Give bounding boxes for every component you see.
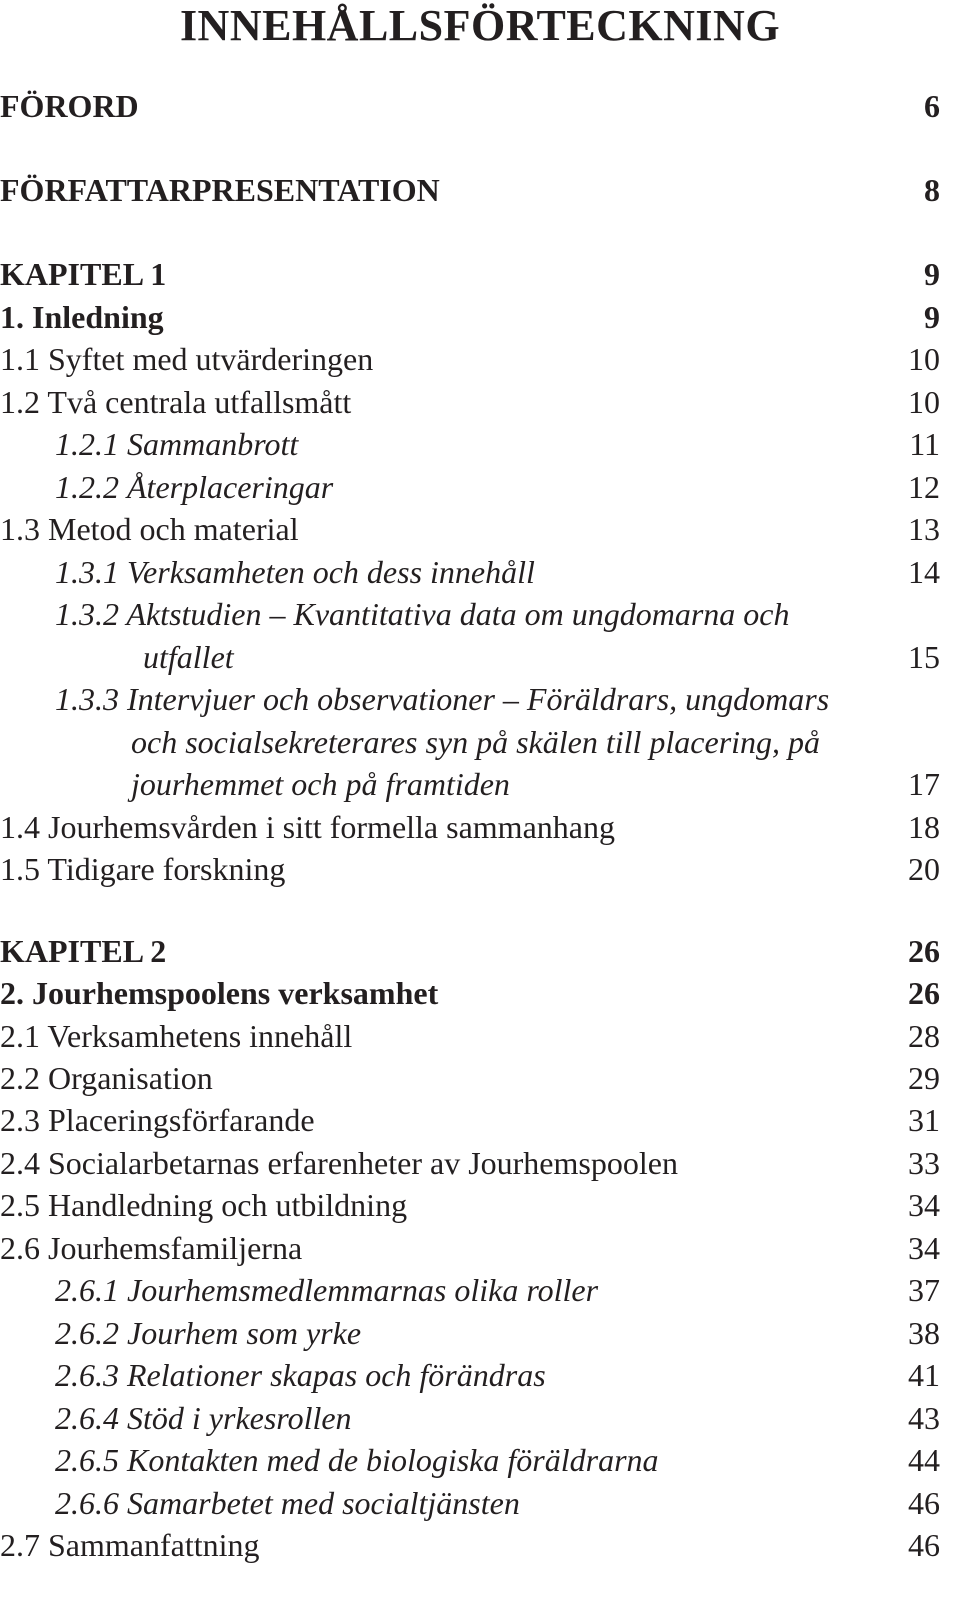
toc-entry-page: 37: [908, 1272, 940, 1308]
toc-entry-2-6-5[interactable]: [0, 1440, 940, 1480]
toc-entry-1-3-3-cont[interactable]: [0, 722, 940, 762]
toc-entry-text: 2.3 Placeringsförfarande: [0, 1102, 315, 1138]
toc-entry-text: KAPITEL 1: [0, 256, 167, 292]
toc-entry-page: 41: [908, 1357, 940, 1393]
toc-entry-page: 18: [908, 809, 940, 845]
toc-entry-text: 2.1 Verksamhetens innehåll: [0, 1018, 353, 1054]
page-title: INNEHÅLLSFÖRTECKNING: [179, 1, 781, 50]
toc-entry-text: och socialsekreterares syn på skälen till placering, på: [131, 724, 821, 760]
toc-entry-page: 10: [908, 384, 940, 420]
toc-entry-page: 8: [924, 172, 940, 208]
toc-entry-2-4[interactable]: [0, 1143, 940, 1183]
toc-entry-2-6-4[interactable]: [0, 1398, 940, 1438]
toc-entry-page: 6: [924, 88, 940, 124]
toc-entry-text: 1.5 Tidigare forskning: [0, 851, 286, 887]
toc-entry-text: 2.7 Sammanfattning: [0, 1527, 260, 1563]
toc-entry-2-7[interactable]: [0, 1525, 940, 1565]
toc-entry-2[interactable]: [0, 973, 940, 1013]
toc-entry-page: 9: [924, 299, 940, 335]
toc-entry-1-3[interactable]: [0, 509, 940, 549]
toc-entry-text: 1. Inledning: [0, 299, 164, 335]
toc-entry-text: 2.4 Socialarbetarnas erfarenheter av Jourhemspoolen: [0, 1145, 678, 1181]
toc-entry-kapitel-1[interactable]: [0, 254, 940, 294]
toc-entry-page: 26: [908, 975, 940, 1011]
toc-entry-page: 44: [908, 1442, 940, 1478]
toc-entry-page: 17: [908, 766, 940, 802]
toc-entry-text: 1.3.3 Intervjuer och observationer – Föräldrars, ungdomars: [55, 681, 830, 717]
toc-entry-text: FÖRFATTARPRESENTATION: [0, 172, 440, 208]
toc-entry-1-4[interactable]: [0, 807, 940, 847]
toc-entry-page: 31: [908, 1102, 940, 1138]
toc-entry-text: 2.6.2 Jourhem som yrke: [55, 1315, 362, 1351]
toc-entry-text: 2.6.6 Samarbetet med socialtjänsten: [55, 1485, 520, 1521]
toc-entry-text: 2. Jourhemspoolens verksamhet: [0, 975, 439, 1011]
toc-entry-kapitel-2[interactable]: [0, 931, 940, 971]
toc-entry-text: 2.2 Organisation: [0, 1060, 213, 1096]
toc-entry-page: 26: [908, 933, 940, 969]
toc-entry-text: 1.2.1 Sammanbrott: [55, 426, 299, 462]
toc-entry-page: 34: [908, 1187, 940, 1223]
toc-entry-text: 2.6 Jourhemsfamiljerna: [0, 1230, 303, 1266]
toc-entry-page: 46: [908, 1485, 940, 1521]
toc-entry-text: 1.1 Syftet med utvärderingen: [0, 341, 374, 377]
toc-entry-page: 15: [908, 639, 940, 675]
toc-entry-2-5[interactable]: [0, 1185, 940, 1225]
toc-entry-page: 33: [908, 1145, 940, 1181]
toc-entry-2-3[interactable]: [0, 1100, 940, 1140]
toc-entry-1-3-3[interactable]: [0, 679, 940, 719]
toc-entry-1-3-2[interactable]: [0, 594, 940, 634]
toc-entry-page: 14: [908, 554, 940, 590]
toc-entry-page: 28: [908, 1018, 940, 1054]
toc-entry-2-6[interactable]: [0, 1228, 940, 1268]
toc-entry-2-2[interactable]: [0, 1058, 940, 1098]
toc-entry-text: jourhemmet och på framtiden: [131, 766, 510, 802]
toc-entry-text: 1.3.1 Verksamheten och dess innehåll: [55, 554, 535, 590]
toc-entry-1[interactable]: [0, 297, 940, 337]
toc-entry-page: 46: [908, 1527, 940, 1563]
toc-entry-2-6-1[interactable]: [0, 1270, 940, 1310]
toc-entry-page: 29: [908, 1060, 940, 1096]
toc-entry-2-1[interactable]: [0, 1016, 940, 1056]
toc-entry-page: 13: [908, 511, 940, 547]
toc-entry-1-3-1[interactable]: [0, 552, 940, 592]
toc-entry-page: 38: [908, 1315, 940, 1351]
toc-entry-text: 2.6.1 Jourhemsmedlemmarnas olika roller: [55, 1272, 599, 1308]
toc-entry-text: 1.2.2 Återplaceringar: [55, 469, 334, 505]
toc-entry-page: 11: [909, 426, 940, 462]
toc-entry-page: 10: [908, 341, 940, 377]
toc-entry-page: 12: [908, 469, 940, 505]
toc-entry-page: 9: [924, 256, 940, 292]
toc-entry-1-2-2[interactable]: [0, 467, 940, 507]
toc-entry-2-6-6[interactable]: [0, 1483, 940, 1523]
toc-entry-text: KAPITEL 2: [0, 933, 167, 969]
toc-entry-page: 20: [908, 851, 940, 887]
toc-entry-page: 34: [908, 1230, 940, 1266]
toc-entry-2-6-2[interactable]: [0, 1313, 940, 1353]
toc-entry-text: FÖRORD: [0, 88, 139, 124]
toc-entry-text: 2.5 Handledning och utbildning: [0, 1187, 408, 1223]
toc-entry-text: utfallet: [143, 639, 234, 675]
toc-entry-text: 1.4 Jourhemsvården i sitt formella sammanhang: [0, 809, 615, 845]
toc-entry-1-3-3-cont-2[interactable]: [0, 764, 940, 804]
toc-entry-text: 1.3 Metod och material: [0, 511, 299, 547]
toc-entry-1-1[interactable]: [0, 339, 940, 379]
toc-entry-1-2-1[interactable]: [0, 424, 940, 464]
toc-entry-text: 1.2 Två centrala utfallsmått: [0, 384, 352, 420]
toc-entry-forord[interactable]: [0, 86, 940, 126]
toc-entry-1-5[interactable]: [0, 849, 940, 889]
toc-entry-text: 2.6.3 Relationer skapas och förändras: [55, 1357, 546, 1393]
toc-entry-2-6-3[interactable]: [0, 1355, 940, 1395]
toc-entry-1-2[interactable]: [0, 382, 940, 422]
toc-entry-text: 2.6.4 Stöd i yrkesrollen: [55, 1400, 352, 1436]
toc-entry-1-3-2-cont[interactable]: [0, 637, 940, 677]
toc-entry-forfattarpresentation[interactable]: [0, 170, 940, 210]
toc-entry-page: 43: [908, 1400, 940, 1436]
toc-entry-text: 1.3.2 Aktstudien – Kvantitativa data om ungdomarna och: [55, 596, 790, 632]
toc-entry-text: 2.6.5 Kontakten med de biologiska föräldrarna: [55, 1442, 659, 1478]
